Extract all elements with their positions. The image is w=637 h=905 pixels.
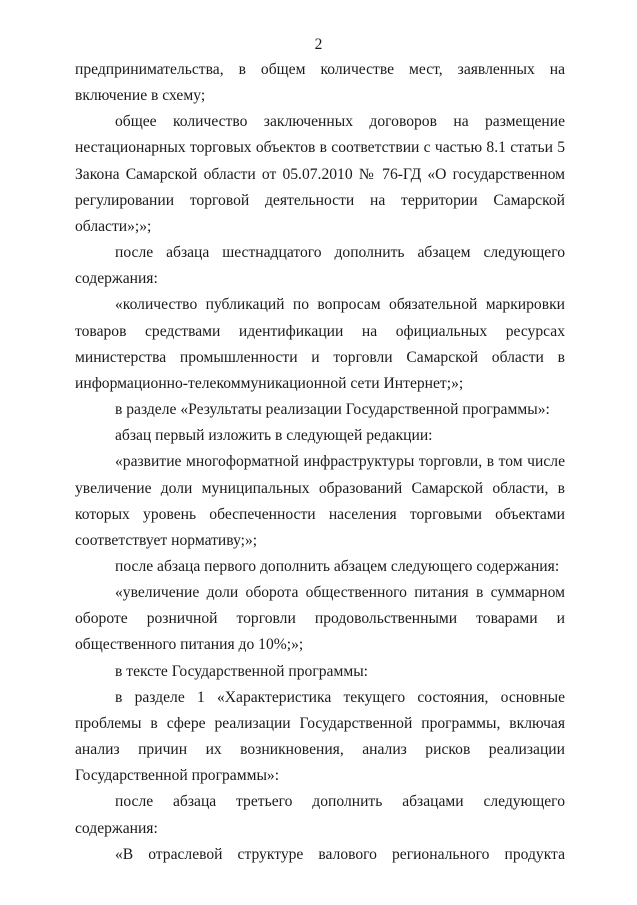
paragraph-infrastructure: «развитие многоформатной инфраструктуры торговли, в том числе увеличение доли муниципальных образований Самарской области, в которых уровень обеспеченности населения торговыми объектами соответствует нормативу;»;	[75, 453, 565, 549]
paragraph-continuation: предпринимательства, в общем количестве мест, заявленных на включение в схему;	[75, 61, 565, 105]
paragraph-contracts-count: общее количество заключенных договоров на размещение нестационарных торговых объектов в соответствии с частью 8.1 статьи 5 Закона Самарской области от 05.07.2010 № 76-ГД «О государственном регулировании торговой деятельности на территории Самарской области»;»;	[75, 113, 565, 235]
paragraph-industry-structure: «В отраслевой структуре валового регионального продукта	[115, 845, 565, 863]
paragraph-after-first: после абзаца первого дополнить абзацем следующего содержания:	[115, 557, 560, 575]
document-body	[75, 57, 565, 868]
paragraph-after-third: после абзаца третьего дополнить абзацами следующего содержания:	[75, 793, 565, 837]
page-number: 2	[314, 36, 323, 53]
paragraph-publications-count: «количество публикаций по вопросам обязательной маркировки товаров средствами идентификации на официальных ресурсах министерства промышленности и торговли Самарской области в информационно-телекоммуникационной сети Интернет;»;	[75, 296, 565, 392]
paragraph-results-section: в разделе «Результаты реализации Государственной программы»:	[115, 401, 550, 419]
paragraph-section-1: в разделе 1 «Характеристика текущего состояния, основные проблемы в сфере реализации Государственной программы, включая анализ причин их возникновения, анализ рисков реализации Государственной программы»:	[75, 688, 565, 785]
paragraph-after-sixteenth: после абзаца шестнадцатого дополнить абзацем следующего содержания:	[75, 244, 565, 288]
paragraph-catering-share: «увеличение доли оборота общественного питания в суммарном обороте розничной торговли продовольственными товарами и общественного питания до 10%;»;	[75, 584, 565, 654]
paragraph-program-text: в тексте Государственной программы:	[115, 662, 369, 680]
paragraph-first-new-edition: абзац первый изложить в следующей редакции:	[115, 427, 433, 445]
